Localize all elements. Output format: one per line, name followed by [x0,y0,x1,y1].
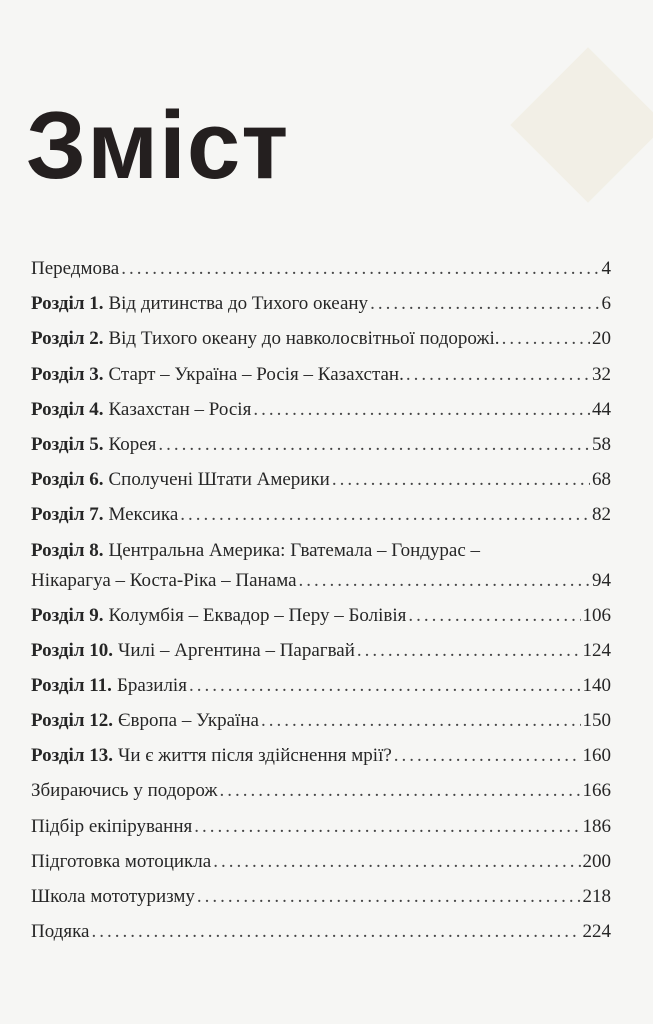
page-number: 106 [582,604,611,626]
entry-title: Казахстан – Росія [108,398,252,420]
dot-leader [213,851,580,873]
dot-leader [502,328,590,350]
dot-leader [220,780,581,802]
dot-leader [194,816,580,838]
entry-title: Від дитинства до Тихого океану [108,293,369,315]
entry-title: Чи є життя після здійснення мрії? [117,745,392,767]
entry-title: Від Тихого океану до навколосвітньої подорожі. [108,328,500,350]
page-number: 150 [582,710,611,732]
toc-entry[interactable] [31,675,611,710]
chapter-label: Розділ 4. [31,398,104,420]
toc-entry[interactable] [31,886,611,921]
toc-entry-line [31,570,611,605]
page-number: 124 [582,639,611,661]
entry-title: Старт – Україна – Росія – Казахстан. [108,363,404,385]
dot-leader [408,605,580,627]
chapter-label: Розділ 5. [31,433,104,455]
toc-entry[interactable] [31,540,611,605]
page-number: 20 [592,328,611,350]
toc-entry[interactable] [31,328,611,363]
chapter-label: Розділ 12. [31,710,113,732]
toc-entry-line [31,540,611,570]
chapter-label: Розділ 6. [31,469,104,491]
dot-leader [253,399,590,421]
dot-leader [158,434,590,456]
dot-leader [394,745,581,767]
page-number: 160 [582,745,611,767]
entry-title: Європа – Україна [117,710,259,732]
toc-entry[interactable] [31,605,611,640]
page-number: 82 [592,504,611,526]
dot-leader [180,504,590,526]
page-number: 4 [601,258,611,279]
toc-entry[interactable] [31,816,611,851]
dot-leader [197,886,581,908]
entry-title-continued: Нікарагуа – Коста-Ріка – Панама [31,569,297,591]
toc-entry[interactable] [31,780,611,815]
dot-leader [261,710,581,732]
entry-title: Корея [108,433,157,455]
entry-title: Центральна Америка: Гватемала – Гондурас – [108,539,481,561]
entry-title: Школа мототуризму [31,886,195,907]
page-number: 140 [582,674,611,696]
page-number: 186 [582,815,611,837]
entry-title: Колумбія – Еквадор – Перу – Болівія [108,604,407,626]
entry-title: Збираючись у подорож [31,780,218,802]
dot-leader [121,258,599,280]
page-number: 6 [601,293,611,315]
toc-entry[interactable] [31,399,611,434]
chapter-label: Розділ 11. [31,674,112,696]
dot-leader [357,640,581,662]
entry-title: Підбір екіпірування [31,815,193,837]
page-title: Зміст [26,92,290,199]
chapter-label: Розділ 1. [31,293,104,315]
toc-entry[interactable] [31,640,611,675]
toc-entry[interactable] [31,504,611,539]
chapter-label: Розділ 7. [31,504,104,526]
chapter-label: Розділ 3. [31,363,104,385]
toc-entry[interactable] [31,745,611,780]
toc-entry[interactable] [31,434,611,469]
page-number: 224 [582,921,611,943]
toc-entry[interactable] [31,921,611,956]
dot-leader [299,570,590,592]
entry-title: Бразилія [116,674,187,696]
toc-entry[interactable] [31,469,611,504]
toc-entry[interactable] [31,258,611,293]
chapter-label: Розділ 2. [31,328,104,350]
dot-leader [189,675,581,697]
entry-title: Сполучені Штати Америки [108,469,330,491]
entry-title: Мексика [108,504,179,526]
entry-title: Підготовка мотоцикла [31,850,212,872]
page-number: 166 [582,780,611,802]
dot-leader [91,921,580,943]
chapter-label: Розділ 13. [31,745,113,767]
page-number: 58 [592,433,611,455]
page-number: 218 [582,886,611,907]
chapter-label: Розділ 9. [31,604,104,626]
entry-title: Чилі – Аргентина – Парагвай [117,639,355,661]
page-number: 68 [592,469,611,491]
toc-entry[interactable] [31,710,611,745]
page-number: 200 [582,850,611,872]
page-number: 44 [592,398,611,420]
toc-entry[interactable] [31,293,611,328]
entry-title: Подяка [31,921,90,943]
chapter-label: Розділ 8. [31,539,104,561]
show-through-sign [510,47,653,203]
dot-leader [332,469,590,491]
entry-title: Передмова [31,258,120,279]
page-number: 94 [592,569,611,591]
table-of-contents [31,258,611,956]
toc-entry[interactable] [31,364,611,399]
page-number: 32 [592,363,611,385]
dot-leader [406,364,590,386]
dot-leader [370,293,599,315]
chapter-label: Розділ 10. [31,639,113,661]
toc-entry[interactable] [31,851,611,886]
